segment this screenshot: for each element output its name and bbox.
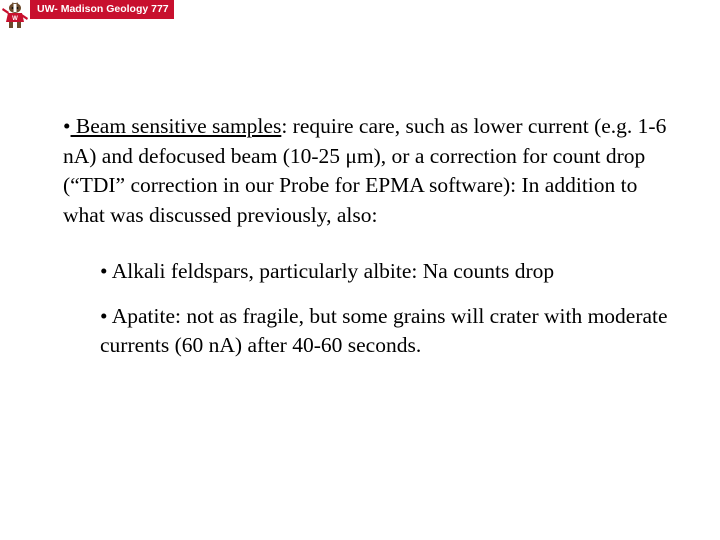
bullet-lead-term: Beam sensitive samples	[70, 114, 282, 138]
main-bullet	[63, 112, 673, 230]
svg-text:W: W	[12, 16, 18, 22]
sub-bullet-apatite: • Apatite: not as fragile, but some grains will crater with moderate currents (60 nA) after 40-60 seconds.	[100, 303, 668, 357]
course-header-banner: UW- Madison Geology 777	[30, 0, 174, 19]
sub-bullet-alkali-feldspars: • Alkali feldspars, particularly albite: Na counts drop	[100, 259, 555, 283]
slide-body	[63, 112, 673, 361]
badger-mascot-icon	[0, 0, 32, 30]
bullet-lead-text: : require care, such as lower current (e.g. 1-6 nA) and defocused beam (10-25 μm), or a correction for count drop (“TDI” correction in our Probe for EPMA software): In addition to what was discussed previously, also:	[63, 114, 667, 227]
bullet-glyph: •	[63, 114, 71, 138]
